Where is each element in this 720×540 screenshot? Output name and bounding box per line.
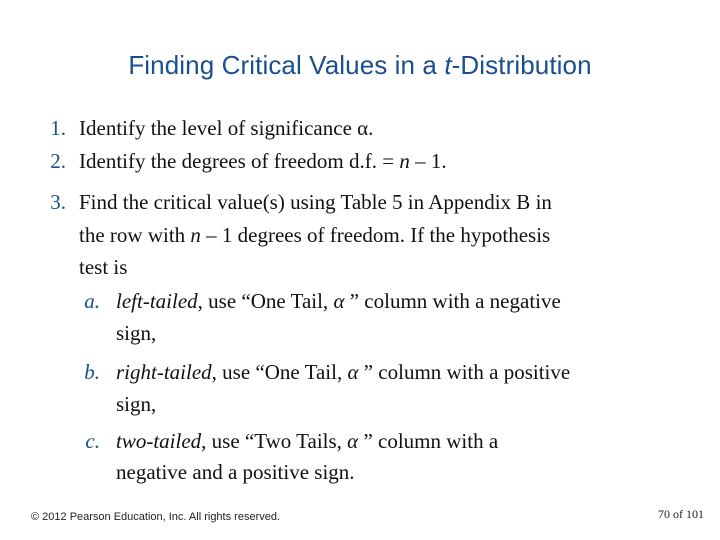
list-number-3: 3. [50, 190, 66, 214]
sublist-item-a-text: left-tailed, use “One Tail, α ” column with a negative [116, 289, 561, 313]
title-text-post: -Distribution [451, 50, 592, 80]
sublist-letter-b: b. [84, 360, 100, 384]
sublist-item-c-cont: negative and a positive sign. [116, 460, 355, 484]
sublist-item-b-text: right-tailed, use “One Tail, α ” column with a positive [116, 360, 571, 384]
title-text-pre: Finding Critical Values in a [128, 50, 445, 80]
list-item-3-line-2: the row with n – 1 degrees of freedom. If the hypothesis [79, 223, 551, 247]
list-item-3-line-3: test is [79, 255, 128, 279]
list-item-2-text: Identify the degrees of freedom d.f. = n – 1. [79, 149, 447, 173]
page-number: 70 of 101 [658, 507, 704, 521]
sublist-letter-c: c. [85, 429, 100, 453]
sublist-item-a-cont: sign, [116, 321, 157, 345]
sublist-item-c-text: two-tailed, use “Two Tails, α ” column with a [116, 429, 499, 453]
copyright-footer: © 2012 Pearson Education, Inc. All rights reserved. [31, 511, 281, 523]
list-number-1: 1. [50, 116, 66, 140]
sublist-letter-a: a. [84, 289, 100, 313]
list-item-3-line-1: Find the critical value(s) using Table 5 in Appendix B in [79, 190, 552, 214]
sublist-item-b-cont: sign, [116, 392, 157, 416]
title-text-italic: t [444, 50, 452, 80]
slide-title [0, 50, 720, 81]
list-item-1-text: Identify the level of significance α. [79, 116, 374, 140]
list-number-2: 2. [50, 149, 66, 173]
